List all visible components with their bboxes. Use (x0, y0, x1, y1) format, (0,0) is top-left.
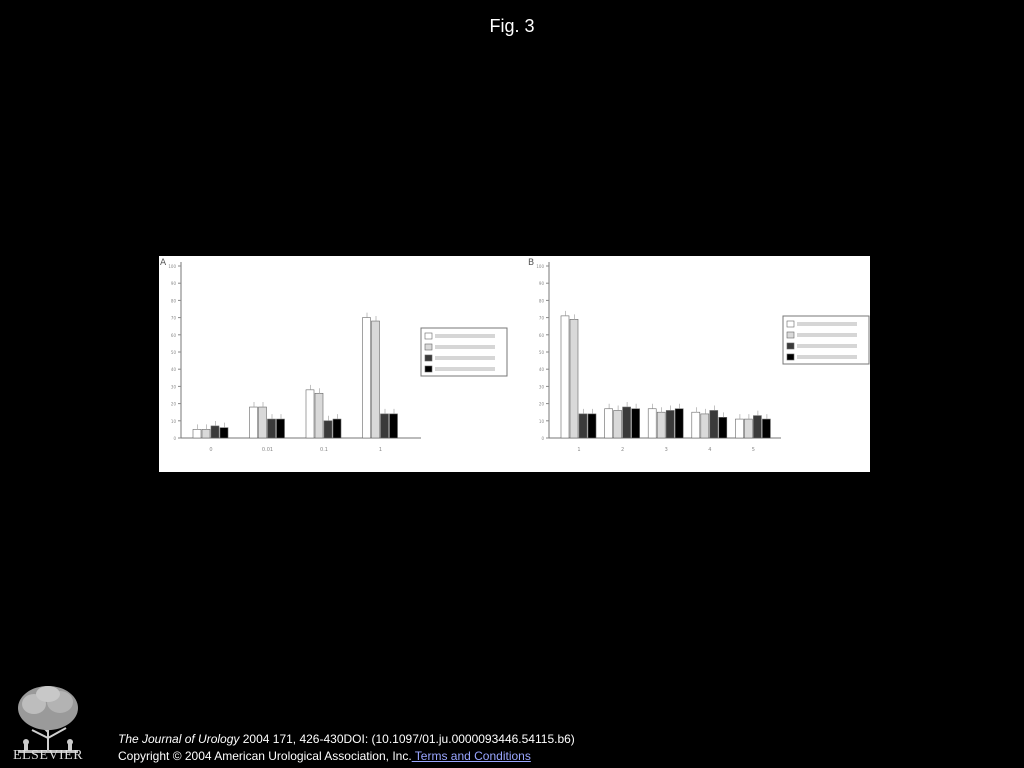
bar (657, 412, 665, 438)
y-tick-label: 90 (538, 281, 544, 287)
bar (701, 414, 709, 438)
legend-entry (435, 334, 495, 338)
bar (719, 417, 727, 438)
bar (666, 410, 674, 438)
bar (744, 419, 752, 438)
legend-entry (435, 367, 495, 371)
bar (588, 414, 596, 438)
bar (648, 409, 656, 438)
bar (632, 409, 640, 438)
legend-swatch (425, 355, 432, 361)
bar (220, 428, 228, 438)
x-tick-label: 0.01 (261, 447, 274, 453)
bar (390, 414, 398, 438)
x-tick-label: 0.1 (320, 447, 328, 453)
legend-swatch (787, 354, 794, 360)
slide-title: Fig. 3 (489, 16, 535, 36)
x-tick-label: 2 (621, 447, 625, 453)
y-tick-label: 30 (538, 384, 544, 390)
bar (268, 419, 276, 438)
y-tick-label: 80 (538, 298, 544, 304)
legend-swatch (787, 321, 794, 327)
legend-swatch (425, 333, 432, 339)
y-tick-label: 50 (170, 350, 176, 355)
y-tick-label: 80 (170, 298, 176, 304)
bar (211, 426, 219, 438)
bar (561, 316, 569, 438)
y-tick-label: 100 (536, 264, 544, 269)
legend-swatch (787, 343, 794, 349)
bar (605, 409, 613, 438)
y-tick-label: 40 (538, 367, 544, 373)
chart-b (528, 258, 869, 453)
bar (692, 412, 700, 438)
bar (710, 410, 718, 438)
figure-svg (159, 256, 870, 472)
y-tick-label: 50 (538, 350, 544, 355)
y-tick-label: 40 (170, 367, 176, 373)
bar (735, 419, 743, 438)
bar (315, 393, 323, 438)
y-tick-label: 30 (170, 384, 176, 390)
bar (202, 429, 210, 438)
y-tick-label: 0 (541, 436, 544, 441)
panel-letter: A (160, 258, 167, 268)
y-tick-label: 70 (538, 315, 544, 321)
legend (783, 316, 869, 364)
citation-line (118, 731, 575, 748)
x-tick-label: 3 (664, 447, 668, 453)
bar (333, 419, 341, 438)
y-tick-label: 10 (538, 418, 544, 424)
bar (614, 410, 622, 438)
legend-entry (435, 345, 495, 349)
bar (363, 318, 371, 438)
bar (623, 407, 631, 438)
x-tick-label: 0 (209, 447, 213, 453)
y-tick-label: 90 (170, 281, 176, 287)
bar (306, 390, 314, 438)
figure-image (159, 256, 870, 472)
y-tick-label: 60 (538, 332, 544, 338)
citation-block (118, 731, 575, 765)
citation-reference: 2004 171, 426-430DOI: (10.1097/01.ju.0000093446.54115.b6) (239, 732, 575, 746)
y-tick-label: 10 (170, 418, 176, 424)
y-tick-label: 0 (173, 436, 176, 441)
legend-swatch (787, 332, 794, 338)
legend-entry (797, 322, 857, 326)
chart-a (160, 258, 507, 453)
bar (381, 414, 389, 438)
bar (570, 319, 578, 438)
legend-swatch (425, 344, 432, 350)
x-tick-label: 5 (751, 447, 755, 453)
y-tick-label: 100 (168, 264, 176, 269)
copyright-text: Copyright © 2004 American Urological Association, Inc. (118, 749, 412, 763)
bar (193, 429, 201, 438)
legend (421, 328, 507, 376)
legend-entry (435, 356, 495, 360)
panel-letter: B (528, 258, 535, 268)
bar (250, 407, 258, 438)
journal-name: The Journal of Urology (118, 732, 240, 746)
copyright-line (118, 748, 575, 765)
bar (762, 419, 770, 438)
y-tick-label: 20 (170, 401, 176, 407)
legend-entry (797, 355, 857, 359)
x-tick-label: 1 (577, 447, 581, 453)
bar (372, 321, 380, 438)
terms-link[interactable]: Terms and Conditions (411, 749, 531, 763)
bar (753, 416, 761, 438)
y-tick-label: 60 (170, 332, 176, 338)
bar (259, 407, 267, 438)
bar (675, 409, 683, 438)
x-tick-label: 4 (708, 447, 712, 453)
legend-entry (797, 344, 857, 348)
bar (277, 419, 285, 438)
y-tick-label: 70 (170, 315, 176, 321)
bar (579, 414, 587, 438)
legend-swatch (425, 366, 432, 372)
elsevier-wordmark: ELSEVIER (12, 748, 84, 763)
legend-entry (797, 333, 857, 337)
y-tick-label: 20 (538, 401, 544, 407)
bar (324, 421, 332, 438)
x-tick-label: 1 (378, 447, 383, 453)
